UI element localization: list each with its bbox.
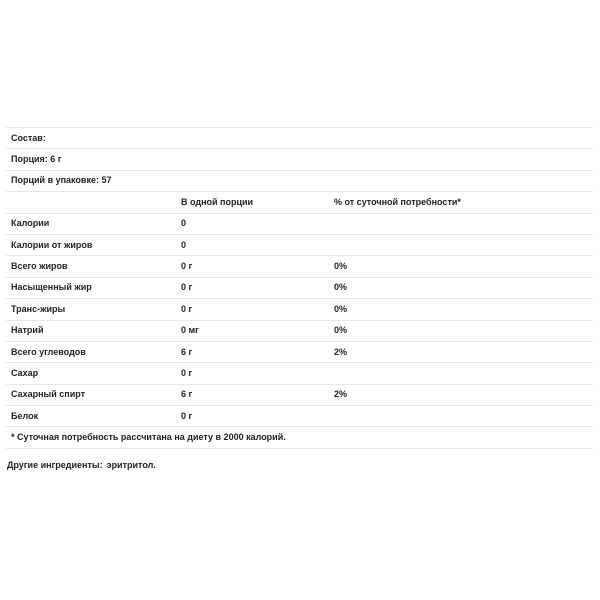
header-daily-value: % от суточной потребности* <box>329 192 593 213</box>
nutrient-amount: 0 г <box>176 299 329 320</box>
nutrient-row <box>6 299 593 320</box>
nutrient-daily-value: 0% <box>329 320 593 341</box>
nutrient-name: Насыщенный жир <box>6 277 176 298</box>
nutrient-amount: 0 г <box>176 406 329 427</box>
other-ingredients-value: эритритол. <box>106 460 156 470</box>
nutrient-row <box>6 256 593 277</box>
nutrient-row <box>6 363 593 384</box>
serving-size: Порция: 6 г <box>6 149 593 170</box>
nutrient-amount: 0 <box>176 213 329 234</box>
composition-label: Состав: <box>6 128 593 149</box>
nutrient-amount: 0 <box>176 234 329 255</box>
nutrient-row <box>6 320 593 341</box>
nutrient-row <box>6 277 593 298</box>
composition-row <box>6 128 593 149</box>
nutrient-amount: 0 г <box>176 256 329 277</box>
servings-per-container: Порций в упаковке: 57 <box>6 170 593 191</box>
nutrient-daily-value: 0% <box>329 256 593 277</box>
supplement-facts-table <box>6 127 593 449</box>
daily-value-footnote: * Суточная потребность рассчитана на диету в 2000 калорий. <box>6 427 593 448</box>
nutrient-name: Белок <box>6 406 176 427</box>
other-ingredients-label: Другие ингредиенты: <box>7 460 103 470</box>
nutrient-daily-value: 0% <box>329 299 593 320</box>
nutrient-row <box>6 213 593 234</box>
nutrient-amount: 0 г <box>176 363 329 384</box>
nutrient-name: Сахарный спирт <box>6 384 176 405</box>
nutrient-daily-value <box>329 234 593 255</box>
nutrient-name: Натрий <box>6 320 176 341</box>
servings-per-container-row <box>6 170 593 191</box>
header-per-serving: В одной порции <box>176 192 329 213</box>
nutrient-name: Калории от жиров <box>6 234 176 255</box>
nutrient-amount: 0 г <box>176 277 329 298</box>
nutrient-row <box>6 406 593 427</box>
nutrient-row <box>6 234 593 255</box>
nutrient-daily-value <box>329 406 593 427</box>
column-header-row <box>6 192 593 213</box>
nutrient-name: Сахар <box>6 363 176 384</box>
nutrient-daily-value: 2% <box>329 384 593 405</box>
nutrient-daily-value: 2% <box>329 341 593 362</box>
nutrient-amount: 0 мг <box>176 320 329 341</box>
nutrient-amount: 6 г <box>176 341 329 362</box>
nutrient-daily-value: 0% <box>329 277 593 298</box>
header-empty-cell <box>6 192 176 213</box>
nutrient-name: Калории <box>6 213 176 234</box>
serving-size-row <box>6 149 593 170</box>
nutrient-daily-value <box>329 363 593 384</box>
nutrient-amount: 6 г <box>176 384 329 405</box>
footnote-row <box>6 427 593 448</box>
nutrient-name: Транс-жиры <box>6 299 176 320</box>
nutrient-daily-value <box>329 213 593 234</box>
other-ingredients <box>7 460 156 470</box>
nutrient-row <box>6 341 593 362</box>
nutrient-row <box>6 384 593 405</box>
nutrient-name: Всего углеводов <box>6 341 176 362</box>
nutrient-name: Всего жиров <box>6 256 176 277</box>
